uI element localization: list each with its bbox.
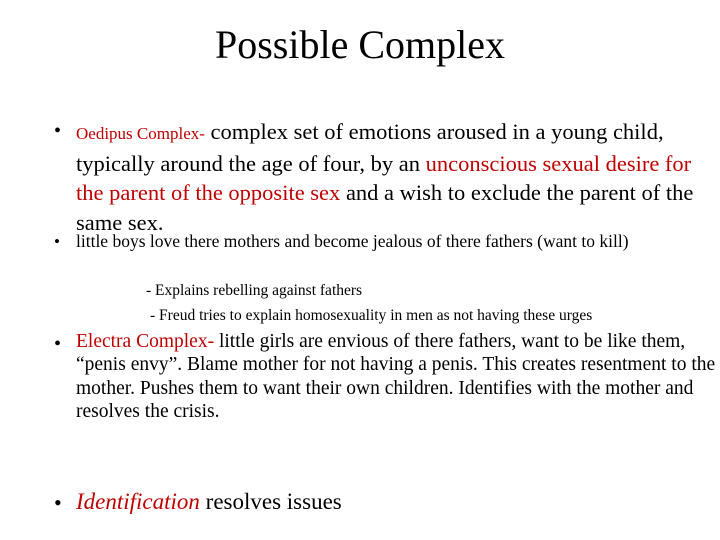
bullet-marker: • (54, 120, 62, 142)
oedipus-complex-paragraph (76, 117, 716, 237)
oedipus-complex-term: Oedipus Complex- (76, 124, 205, 143)
identification-text: resolves issues (199, 489, 342, 514)
bullet-marker: • (54, 490, 62, 515)
identification-paragraph (76, 487, 716, 517)
oedipus-complex-text-after: and a wish to exclude the parent of the same sex. (76, 180, 694, 235)
slide-title: Possible Complex (214, 22, 506, 67)
bullet-marker: • (54, 333, 62, 355)
identification-term: Identification (76, 489, 200, 514)
electra-complex-paragraph (76, 330, 716, 423)
little-boys-paragraph: little boys love there mothers and become jealous of there fathers (want to kill) (76, 231, 629, 251)
bullet-marker: • (54, 232, 60, 251)
sub-item-rebelling: - Explains rebelling against fathers (146, 282, 363, 299)
oedipus-complex-text-before: complex set of emotions aroused in a young child, typically around the age of four, by an (76, 119, 664, 176)
electra-complex-term: Electra Complex- (76, 331, 215, 352)
electra-complex-text: little girls are envious of there fathers, want to be like them, “penis envy”. Blame mother for not having a penis. This creates resentment to the mother. Pushes them to want their own children. Identifies with the mother and resolves the crisis. (76, 331, 716, 422)
sub-item-homosexuality: - Freud tries to explain homosexuality in men as not having these urges (150, 307, 593, 324)
oedipus-complex-highlight: unconscious sexual desire for the parent of the opposite sex (76, 150, 692, 205)
